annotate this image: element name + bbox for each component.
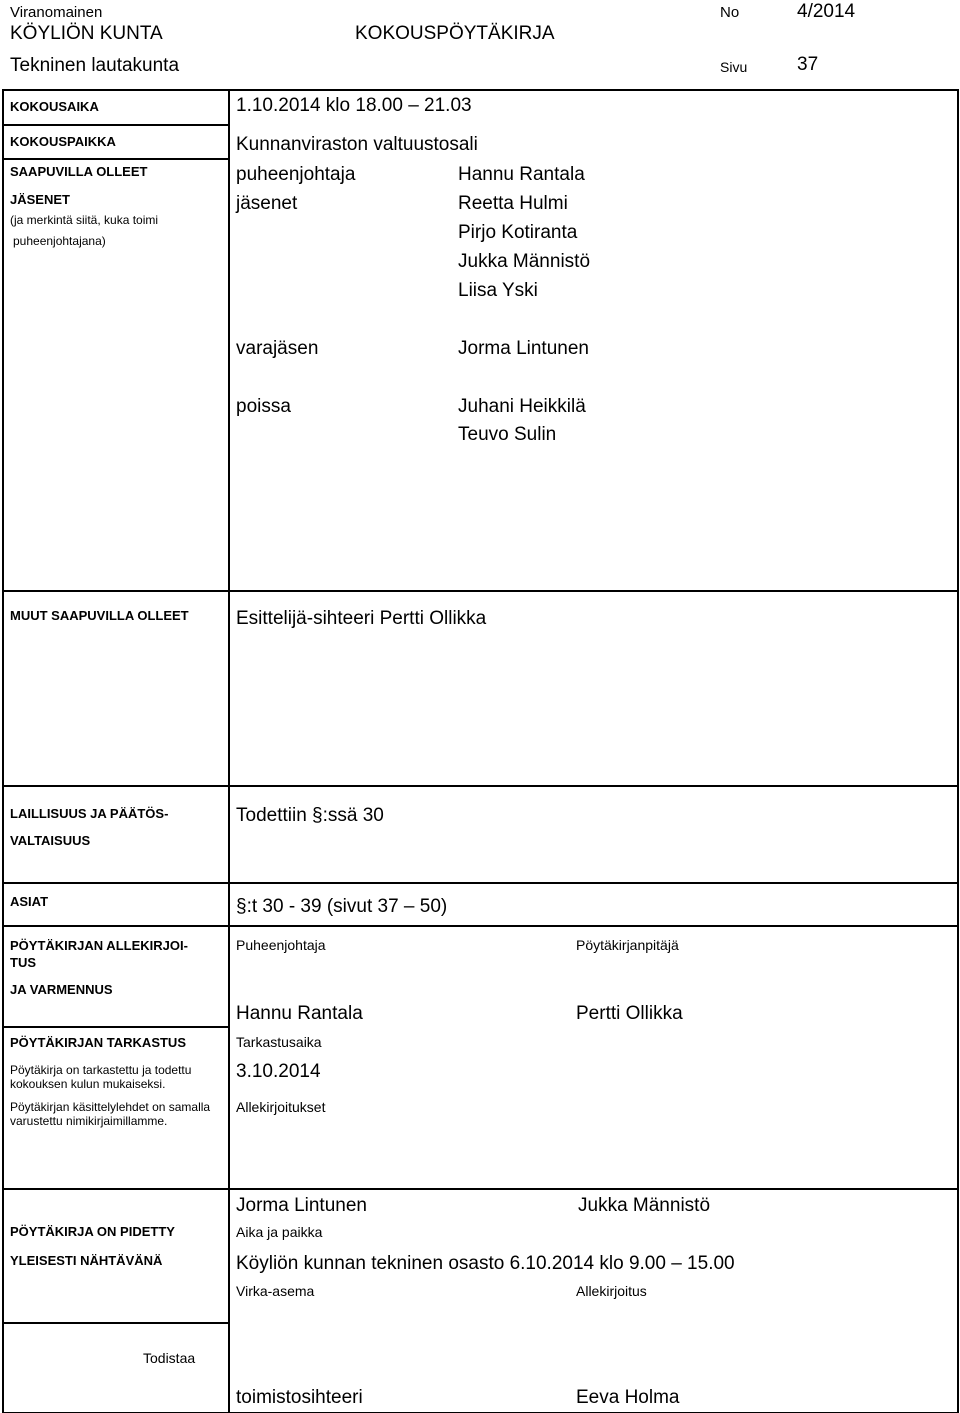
meeting-time-value: 1.10.2014 klo 18.00 – 21.03 [236, 95, 472, 116]
body-name: Tekninen lautakunta [10, 55, 180, 76]
others-present-value: Esittelijä-sihteeri Pertti Ollikka [236, 608, 487, 629]
review-note-2: Pöytäkirjan käsittelylehdet on samalla varustettu nimikirjaimillamme. [10, 1100, 211, 1128]
public-label-line1: PÖYTÄKIRJA ON PIDETTY [10, 1224, 175, 1239]
position-value: toimistosihteeri [236, 1387, 363, 1408]
number-value: 4/2014 [797, 1, 856, 22]
public-label-line2: YLEISESTI NÄHTÄVÄNÄ [10, 1253, 163, 1268]
signature-caption: Allekirjoitus [576, 1283, 647, 1299]
page-value: 37 [797, 54, 819, 75]
member-name: Pirjo Kotiranta [458, 222, 578, 243]
number-label: No [720, 4, 740, 21]
member-name: Liisa Yski [458, 280, 538, 301]
present-label: SAAPUVILLA OLLEET [10, 164, 148, 179]
signing-label-line1: PÖYTÄKIRJAN ALLEKIRJOI- [10, 938, 188, 953]
absent-name: Teuvo Sulin [458, 424, 557, 445]
deputy-role: varajäsen [236, 338, 319, 359]
meeting-place-value: Kunnanviraston valtuustosali [236, 134, 478, 155]
reviewer-name: Jukka Männistö [578, 1195, 711, 1216]
signing-chair-name: Hannu Rantala [236, 1003, 363, 1024]
legality-label-line1: LAILLISUUS JA PÄÄTÖS- [10, 806, 169, 821]
items-label: ASIAT [10, 894, 49, 909]
position-caption: Virka-asema [236, 1283, 315, 1299]
legality-value: Todettiin §:ssä 30 [236, 805, 384, 826]
authority-label: Viranomainen [10, 4, 103, 21]
review-note-1: Pöytäkirja on tarkastettu ja todettu kokouksen kulun mukaiseksi. [10, 1063, 192, 1091]
chair-name: Hannu Rantala [458, 164, 585, 185]
absent-role: poissa [236, 396, 291, 417]
signatures-caption: Allekirjoitukset [236, 1099, 326, 1115]
time-place-value: Köyliön kunnan tekninen osasto 6.10.2014 klo 9.00 – 15.00 [236, 1253, 735, 1274]
others-present-label: MUUT SAAPUVILLA OLLEET [10, 608, 189, 623]
absent-name: Juhani Heikkilä [458, 396, 586, 417]
time-place-caption: Aika ja paikka [236, 1224, 323, 1240]
signing-secretary-name: Pertti Ollikka [576, 1003, 683, 1024]
review-time-value: 3.10.2014 [236, 1061, 321, 1082]
signing-label-line2: TUS [10, 955, 36, 970]
signer-name: Eeva Holma [576, 1387, 680, 1408]
members-note-line2: puheenjohtajana) [13, 234, 106, 248]
meeting-time-label: KOKOUSAIKA [10, 99, 99, 114]
municipality-name: KÖYLIÖN KUNTA [10, 23, 163, 44]
signing-label-line3: JA VARMENNUS [10, 982, 113, 997]
document-title: KOKOUSPÖYTÄKIRJA [355, 23, 555, 44]
review-time-caption: Tarkastusaika [236, 1034, 322, 1050]
deputy-name: Jorma Lintunen [458, 338, 589, 359]
members-note-line1: (ja merkintä siitä, kuka toimi [10, 213, 159, 227]
members-label: JÄSENET [10, 192, 70, 207]
reviewer-name: Jorma Lintunen [236, 1195, 367, 1216]
chair-role: puheenjohtaja [236, 164, 356, 185]
certifies-label: Todistaa [143, 1350, 196, 1366]
member-name: Reetta Hulmi [458, 193, 568, 214]
members-role: jäsenet [236, 193, 298, 214]
items-value: §:t 30 - 39 (sivut 37 – 50) [236, 896, 448, 917]
review-label: PÖYTÄKIRJAN TARKASTUS [10, 1035, 186, 1050]
member-name: Jukka Männistö [458, 251, 591, 272]
legality-label-line2: VALTAISUUS [10, 833, 91, 848]
chair-caption: Puheenjohtaja [236, 937, 326, 953]
meeting-place-label: KOKOUSPAIKKA [10, 134, 116, 149]
page-label: Sivu [720, 59, 748, 75]
secretary-caption: Pöytäkirjanpitäjä [576, 937, 679, 953]
